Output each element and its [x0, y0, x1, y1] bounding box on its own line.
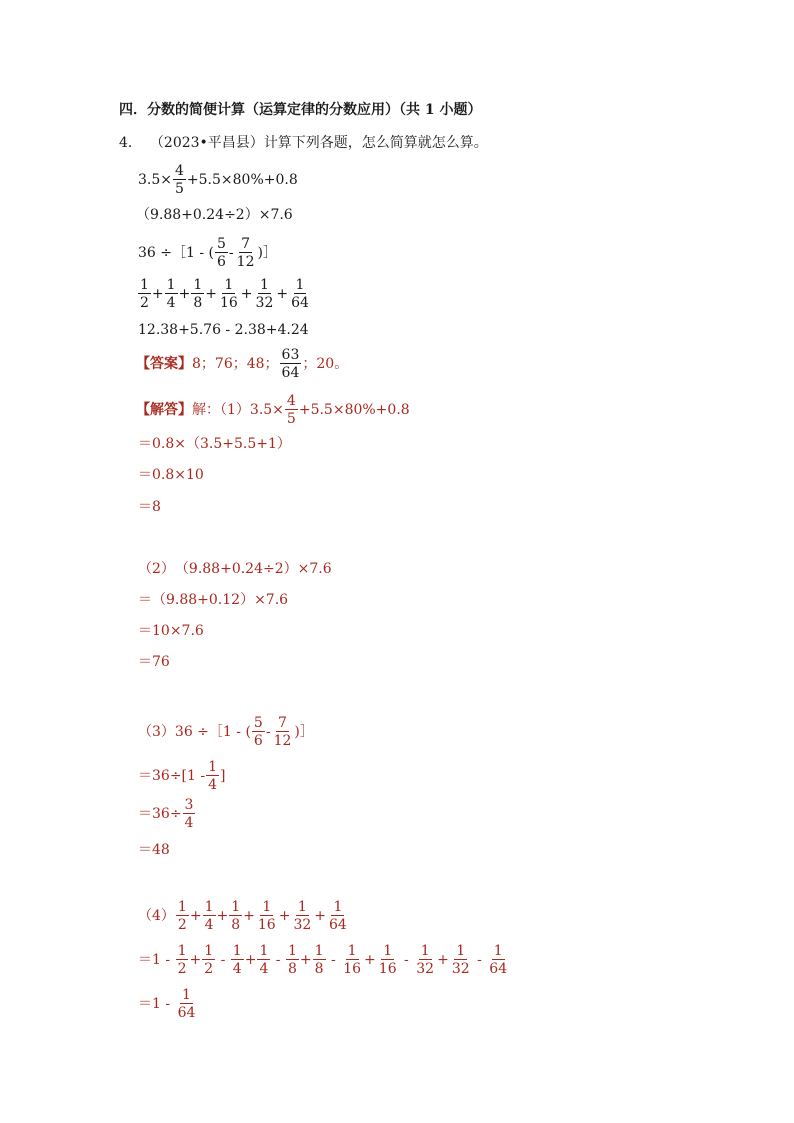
step-text: ＝36÷ [138, 806, 182, 822]
answer-line [136, 348, 348, 380]
fraction [206, 760, 219, 792]
denominator: 12 [236, 254, 255, 270]
step-text: ＝0.8×（3.5+5.5+1） [138, 436, 291, 452]
step-text: ＝48 [138, 842, 170, 858]
numerator: 1 [232, 943, 242, 959]
denominator: 6 [253, 733, 263, 749]
fraction [165, 278, 178, 310]
numerator: 1 [204, 943, 214, 959]
numerator: 1 [231, 899, 241, 915]
operator: - [228, 245, 234, 261]
expr-text: +5.5×80%+0.8 [186, 172, 298, 188]
answer-values: ；20。 [302, 356, 349, 372]
operator: - [216, 952, 230, 968]
solution-step [138, 593, 288, 607]
numerator: 1 [193, 277, 203, 293]
operator: - [160, 996, 175, 1012]
numerator: 63 [281, 347, 300, 363]
denominator: 64 [281, 365, 300, 381]
denominator: 4 [184, 815, 194, 831]
denominator: 2 [140, 295, 149, 311]
denominator: 64 [291, 295, 309, 311]
numerator: 4 [286, 393, 296, 409]
denominator: 6 [217, 254, 226, 270]
numerator: 1 [140, 277, 149, 293]
numerator: 1 [314, 943, 324, 959]
operator: + [205, 286, 217, 302]
operator: - [271, 952, 285, 968]
solution-step [138, 843, 170, 857]
denominator: 8 [231, 917, 241, 933]
denominator: 32 [293, 917, 312, 933]
expr-text: +5.5×80%+0.8 [298, 402, 410, 418]
section-title-text: 四．分数的简便计算（运算定律的分数应用）（共 1 小题） [119, 102, 482, 118]
part-tag: （2） [138, 561, 175, 577]
numerator: 1 [208, 759, 218, 775]
fraction [203, 900, 216, 932]
solution-step [138, 624, 204, 638]
numerator: 5 [253, 715, 263, 731]
solution-part-3 [138, 716, 314, 748]
solution-step [138, 944, 510, 976]
operator: + [151, 286, 164, 302]
expr-text: 12.38+5.76 - 2.38+4.24 [138, 322, 309, 338]
numerator: 1 [224, 277, 234, 293]
question-text: 计算下列各题，怎么简算就怎么算。 [263, 135, 488, 151]
operator: + [240, 286, 253, 302]
denominator: 8 [288, 961, 297, 977]
denominator: 32 [451, 961, 470, 977]
operator: - [326, 952, 341, 968]
denominator: 4 [259, 961, 269, 977]
solution-line [136, 394, 410, 426]
numerator: 1 [347, 943, 357, 959]
expr-text: （9.88+0.24÷2）×7.6 [174, 561, 332, 577]
fraction [183, 798, 196, 830]
numerator: 1 [295, 277, 305, 293]
step-text: ＝76 [138, 654, 170, 670]
question-number: 4． [119, 135, 142, 151]
fraction [218, 278, 240, 310]
fraction [138, 278, 151, 310]
expression-4 [137, 278, 312, 310]
step-text: 1 [152, 952, 161, 968]
operator: + [189, 908, 202, 924]
expr-text: （9.88+0.24÷2）×7.6 [136, 207, 293, 223]
step-text: ＝0.8×10 [138, 467, 204, 483]
fraction [414, 944, 436, 976]
operator: + [243, 908, 255, 924]
expr-text: 36 ÷［1 - ( [174, 724, 251, 740]
fraction [272, 716, 294, 748]
solution-label: 【解答】 [136, 402, 192, 418]
solution-step [138, 988, 198, 1020]
denominator: 32 [416, 961, 435, 977]
fraction [327, 900, 349, 932]
solution-part-2 [138, 562, 332, 576]
step-text: ＝36÷[1 - [138, 768, 206, 784]
fraction [229, 900, 242, 932]
fraction [176, 900, 189, 932]
numerator: 1 [493, 943, 503, 959]
fraction [256, 900, 278, 932]
numerator: 1 [297, 899, 307, 915]
expr-text: )］ [257, 245, 277, 261]
answer-label: 【答案】 [136, 356, 192, 372]
denominator: 32 [255, 295, 274, 311]
denominator: 4 [208, 777, 218, 793]
numerator: 3 [184, 797, 194, 813]
fraction [289, 278, 311, 310]
fraction [176, 988, 198, 1020]
numerator: 1 [204, 899, 214, 915]
fraction [257, 944, 270, 976]
denominator: 4 [232, 961, 242, 977]
fraction [191, 278, 204, 310]
expr-text: 3.5× [249, 402, 284, 418]
denominator: 16 [378, 961, 397, 977]
numerator: 1 [456, 943, 466, 959]
step-text: 1 [152, 996, 161, 1012]
operator: ＝ [138, 952, 152, 968]
numerator: 1 [383, 943, 393, 959]
denominator: 8 [314, 961, 324, 977]
solution-step [138, 798, 196, 830]
numerator: 1 [262, 899, 272, 915]
fraction [252, 716, 265, 748]
numerator: 7 [278, 715, 287, 731]
fraction [280, 348, 302, 380]
operator: + [364, 952, 376, 968]
expression-1 [138, 164, 298, 196]
denominator: 4 [204, 917, 214, 933]
step-text: ＝10×7.6 [138, 623, 204, 639]
fraction [215, 237, 228, 269]
expression-5 [138, 323, 309, 337]
denominator: 2 [204, 961, 214, 977]
denominator: 64 [329, 917, 347, 933]
question-line [119, 136, 488, 150]
fraction [202, 944, 215, 976]
fraction [254, 278, 276, 310]
numerator: 1 [259, 277, 269, 293]
solution-step [138, 500, 161, 514]
answer-values: 8；76；48； [192, 356, 279, 372]
fraction [235, 237, 257, 269]
solution-part-4 [138, 900, 350, 932]
operator: - [160, 952, 175, 968]
operator: ＝ [138, 996, 152, 1012]
denominator: 4 [166, 295, 176, 311]
fraction [231, 944, 244, 976]
fraction [173, 164, 186, 196]
denominator: 16 [257, 917, 276, 933]
expression-2 [136, 208, 293, 222]
numerator: 4 [175, 163, 184, 179]
denominator: 5 [175, 181, 184, 197]
operator: + [314, 908, 327, 924]
question-source: （2023•平昌县） [149, 135, 264, 151]
denominator: 64 [489, 961, 508, 977]
solution-step [138, 760, 226, 792]
operator: + [189, 952, 202, 968]
numerator: 1 [182, 987, 191, 1003]
denominator: 16 [219, 295, 238, 311]
numerator: 7 [241, 236, 251, 252]
operator: - [265, 724, 271, 740]
operator: + [437, 952, 449, 968]
denominator: 16 [343, 961, 362, 977]
expression-3 [138, 237, 277, 269]
operator: + [178, 286, 191, 302]
expr-text: 3.5× [138, 172, 172, 188]
denominator: 2 [177, 917, 187, 933]
fraction [341, 944, 363, 976]
part-tag: （3） [138, 724, 175, 740]
fraction [450, 944, 472, 976]
expr-text: 36 ÷［1 - ( [138, 245, 214, 261]
operator: + [216, 908, 229, 924]
solution-step [138, 655, 170, 669]
numerator: 1 [333, 899, 343, 915]
denominator: 5 [286, 411, 296, 427]
numerator: 1 [177, 899, 187, 915]
step-text: ＝（9.88+0.12）×7.6 [138, 592, 289, 608]
solution-step [138, 437, 291, 451]
solution-step [138, 468, 204, 482]
fraction [313, 944, 326, 976]
fraction [377, 944, 399, 976]
numerator: 5 [217, 236, 226, 252]
step-text: ] [220, 768, 226, 784]
operator: + [299, 952, 312, 968]
operator: + [278, 908, 291, 924]
denominator: 12 [273, 733, 292, 749]
operator: + [276, 286, 289, 302]
numerator: 1 [288, 943, 297, 959]
denominator: 2 [177, 961, 187, 977]
part-tag: （4） [138, 908, 175, 924]
numerator: 1 [259, 943, 269, 959]
fraction [286, 944, 299, 976]
fraction [285, 394, 298, 426]
expr-text: )］ [294, 724, 314, 740]
denominator: 64 [177, 1005, 196, 1021]
operator: - [399, 952, 414, 968]
fraction [176, 944, 189, 976]
step-text: ＝8 [138, 499, 161, 515]
fraction [291, 900, 313, 932]
numerator: 1 [420, 943, 430, 959]
operator: + [244, 952, 257, 968]
fraction [487, 944, 509, 976]
section-title [119, 103, 482, 117]
solution-lead: 解：（1） [192, 402, 250, 418]
numerator: 1 [166, 277, 176, 293]
numerator: 1 [177, 943, 187, 959]
operator: - [472, 952, 487, 968]
denominator: 8 [193, 295, 203, 311]
